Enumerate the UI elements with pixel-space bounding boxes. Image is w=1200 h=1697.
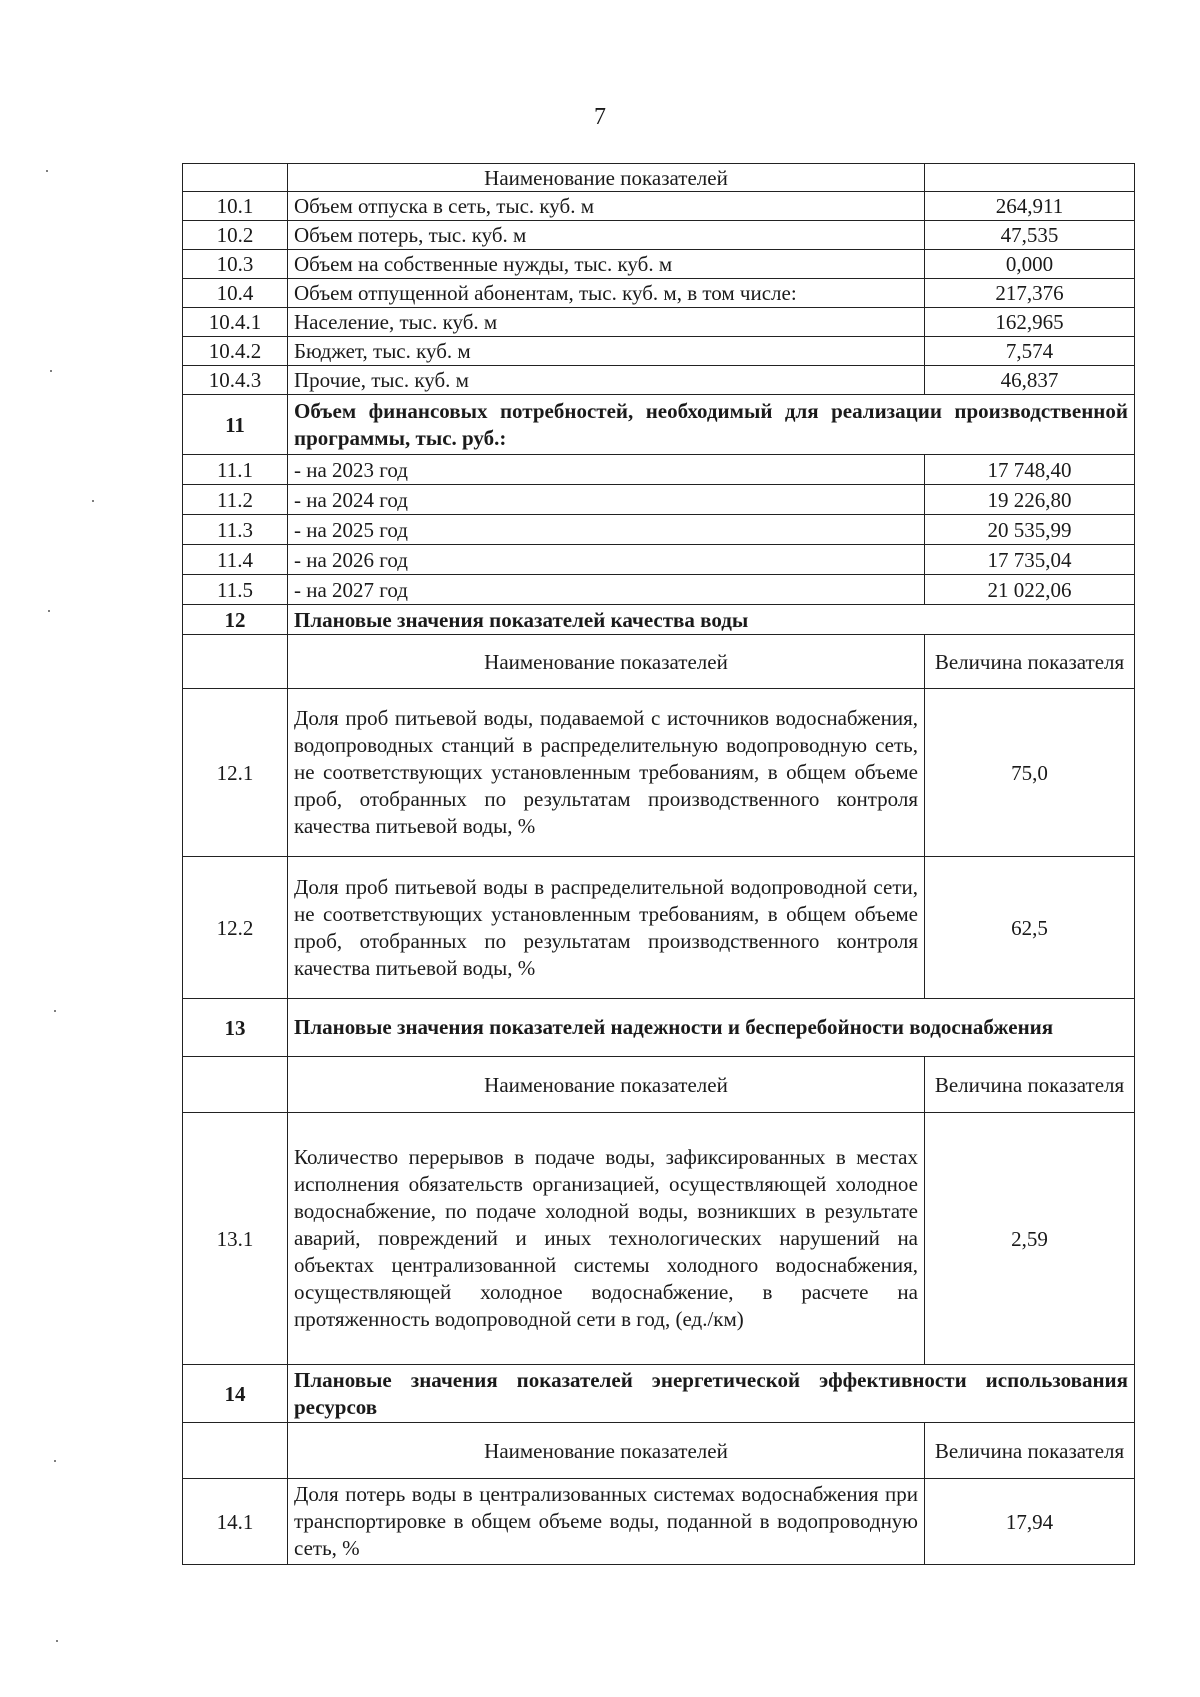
table-row <box>183 1479 1135 1565</box>
row-value: 21 022,06 <box>925 575 1135 605</box>
row-name: - на 2025 год <box>288 515 925 545</box>
column-header-value: Величина показателя <box>925 1423 1135 1479</box>
section-13-num: 13 <box>183 999 288 1057</box>
row-value: 46,837 <box>925 366 1135 395</box>
table-row <box>183 485 1135 515</box>
row-num: 10.4.1 <box>183 308 288 337</box>
row-num: 10.1 <box>183 192 288 221</box>
row-name: Объем на собственные нужды, тыс. куб. м <box>288 250 925 279</box>
row-value: 17 735,04 <box>925 545 1135 575</box>
column-header-name: Наименование показателей <box>288 1423 925 1479</box>
row-value: 17 748,40 <box>925 455 1135 485</box>
scan-mark <box>48 610 50 612</box>
row-name: Количество перерывов в подаче воды, зафиксированных в местах исполнения обязательств организацией, осуществляющей холодное водоснабжение, по подаче холодной воды, возникших в результате аварий, повреждений и иных технологических нарушений на объектах централизованной системы холодного водоснабжения, осуществляющей холодное водоснабжение, в расчете на протяженность водопроводной сети в год, (ед./км) <box>288 1113 925 1365</box>
row-name: Доля потерь воды в централизованных системах водоснабжения при транспортировке в общем объеме воды, поданной в водопроводную сеть, % <box>288 1479 925 1565</box>
section-12-title: Плановые значения показателей качества воды <box>288 605 1135 635</box>
section-11-header-row <box>183 395 1135 455</box>
row-name: Объем потерь, тыс. куб. м <box>288 221 925 250</box>
header-num-cell <box>183 635 288 689</box>
indicators-table <box>182 163 1135 1565</box>
scan-mark <box>54 1460 56 1462</box>
row-name: Объем отпущенной абонентам, тыс. куб. м, в том числе: <box>288 279 925 308</box>
table-row <box>183 192 1135 221</box>
row-num: 12.2 <box>183 857 288 999</box>
section-13-column-header-row <box>183 1057 1135 1113</box>
row-name: Бюджет, тыс. куб. м <box>288 337 925 366</box>
scan-mark <box>92 500 94 502</box>
section-11-num: 11 <box>183 395 288 455</box>
row-name: - на 2026 год <box>288 545 925 575</box>
row-num: 11.4 <box>183 545 288 575</box>
table-row <box>183 575 1135 605</box>
header-value-cell <box>925 164 1135 192</box>
table-header-row <box>183 164 1135 192</box>
table-row <box>183 515 1135 545</box>
table-row <box>183 366 1135 395</box>
row-num: 10.2 <box>183 221 288 250</box>
scan-mark <box>50 370 52 372</box>
row-num: 10.4.2 <box>183 337 288 366</box>
scan-mark <box>56 1640 58 1642</box>
table-row <box>183 250 1135 279</box>
section-12-num: 12 <box>183 605 288 635</box>
row-name: Население, тыс. куб. м <box>288 308 925 337</box>
row-value: 264,911 <box>925 192 1135 221</box>
row-num: 10.4 <box>183 279 288 308</box>
row-num: 11.2 <box>183 485 288 515</box>
table-row <box>183 279 1135 308</box>
row-name: Объем отпуска в сеть, тыс. куб. м <box>288 192 925 221</box>
page-number: 7 <box>594 104 606 130</box>
table-row <box>183 221 1135 250</box>
header-num-cell <box>183 164 288 192</box>
table-row <box>183 857 1135 999</box>
section-14-header-row <box>183 1365 1135 1423</box>
row-name: Прочие, тыс. куб. м <box>288 366 925 395</box>
section-11-title: Объем финансовых потребностей, необходимый для реализации производственной программы, тыс. руб.: <box>288 395 1135 455</box>
scan-mark <box>54 1010 56 1012</box>
row-num: 11.3 <box>183 515 288 545</box>
row-num: 10.4.3 <box>183 366 288 395</box>
column-header-value: Величина показателя <box>925 1057 1135 1113</box>
section-14-num: 14 <box>183 1365 288 1423</box>
row-num: 13.1 <box>183 1113 288 1365</box>
row-num: 12.1 <box>183 689 288 857</box>
row-value: 217,376 <box>925 279 1135 308</box>
row-name: Доля проб питьевой воды, подаваемой с источников водоснабжения, водопроводных станций в распределительную водопроводную сеть, не соответствующих установленным требованиям, в общем объеме проб, отобранных по результатам производственного контроля качества питьевой воды, % <box>288 689 925 857</box>
header-name-cell: Наименование показателей <box>288 164 925 192</box>
row-value: 2,59 <box>925 1113 1135 1365</box>
row-value: 47,535 <box>925 221 1135 250</box>
row-value: 19 226,80 <box>925 485 1135 515</box>
column-header-name: Наименование показателей <box>288 1057 925 1113</box>
row-value: 7,574 <box>925 337 1135 366</box>
row-value: 62,5 <box>925 857 1135 999</box>
row-num: 11.5 <box>183 575 288 605</box>
header-num-cell <box>183 1057 288 1113</box>
section-14-title: Плановые значения показателей энергетической эффективности использования ресурсов <box>288 1365 1135 1423</box>
table-row <box>183 1113 1135 1365</box>
section-12-header-row <box>183 605 1135 635</box>
column-header-name: Наименование показателей <box>288 635 925 689</box>
table-row <box>183 689 1135 857</box>
row-num: 10.3 <box>183 250 288 279</box>
row-name: - на 2023 год <box>288 455 925 485</box>
row-value: 75,0 <box>925 689 1135 857</box>
table-row <box>183 455 1135 485</box>
table-row <box>183 337 1135 366</box>
row-num: 11.1 <box>183 455 288 485</box>
section-13-title: Плановые значения показателей надежности и бесперебойности водоснабжения <box>288 999 1135 1057</box>
section-13-header-row <box>183 999 1135 1057</box>
table-row <box>183 545 1135 575</box>
row-num: 14.1 <box>183 1479 288 1565</box>
row-name: - на 2027 год <box>288 575 925 605</box>
row-value: 17,94 <box>925 1479 1135 1565</box>
column-header-value: Величина показателя <box>925 635 1135 689</box>
scan-mark <box>46 170 48 172</box>
row-name: Доля проб питьевой воды в распределительной водопроводной сети, не соответствующих установленным требованиям, в общем объеме проб, отобранных по результатам производственного контроля качества питьевой воды, % <box>288 857 925 999</box>
row-name: - на 2024 год <box>288 485 925 515</box>
row-value: 162,965 <box>925 308 1135 337</box>
table-row <box>183 308 1135 337</box>
header-num-cell <box>183 1423 288 1479</box>
row-value: 20 535,99 <box>925 515 1135 545</box>
section-12-column-header-row <box>183 635 1135 689</box>
section-14-column-header-row <box>183 1423 1135 1479</box>
row-value: 0,000 <box>925 250 1135 279</box>
